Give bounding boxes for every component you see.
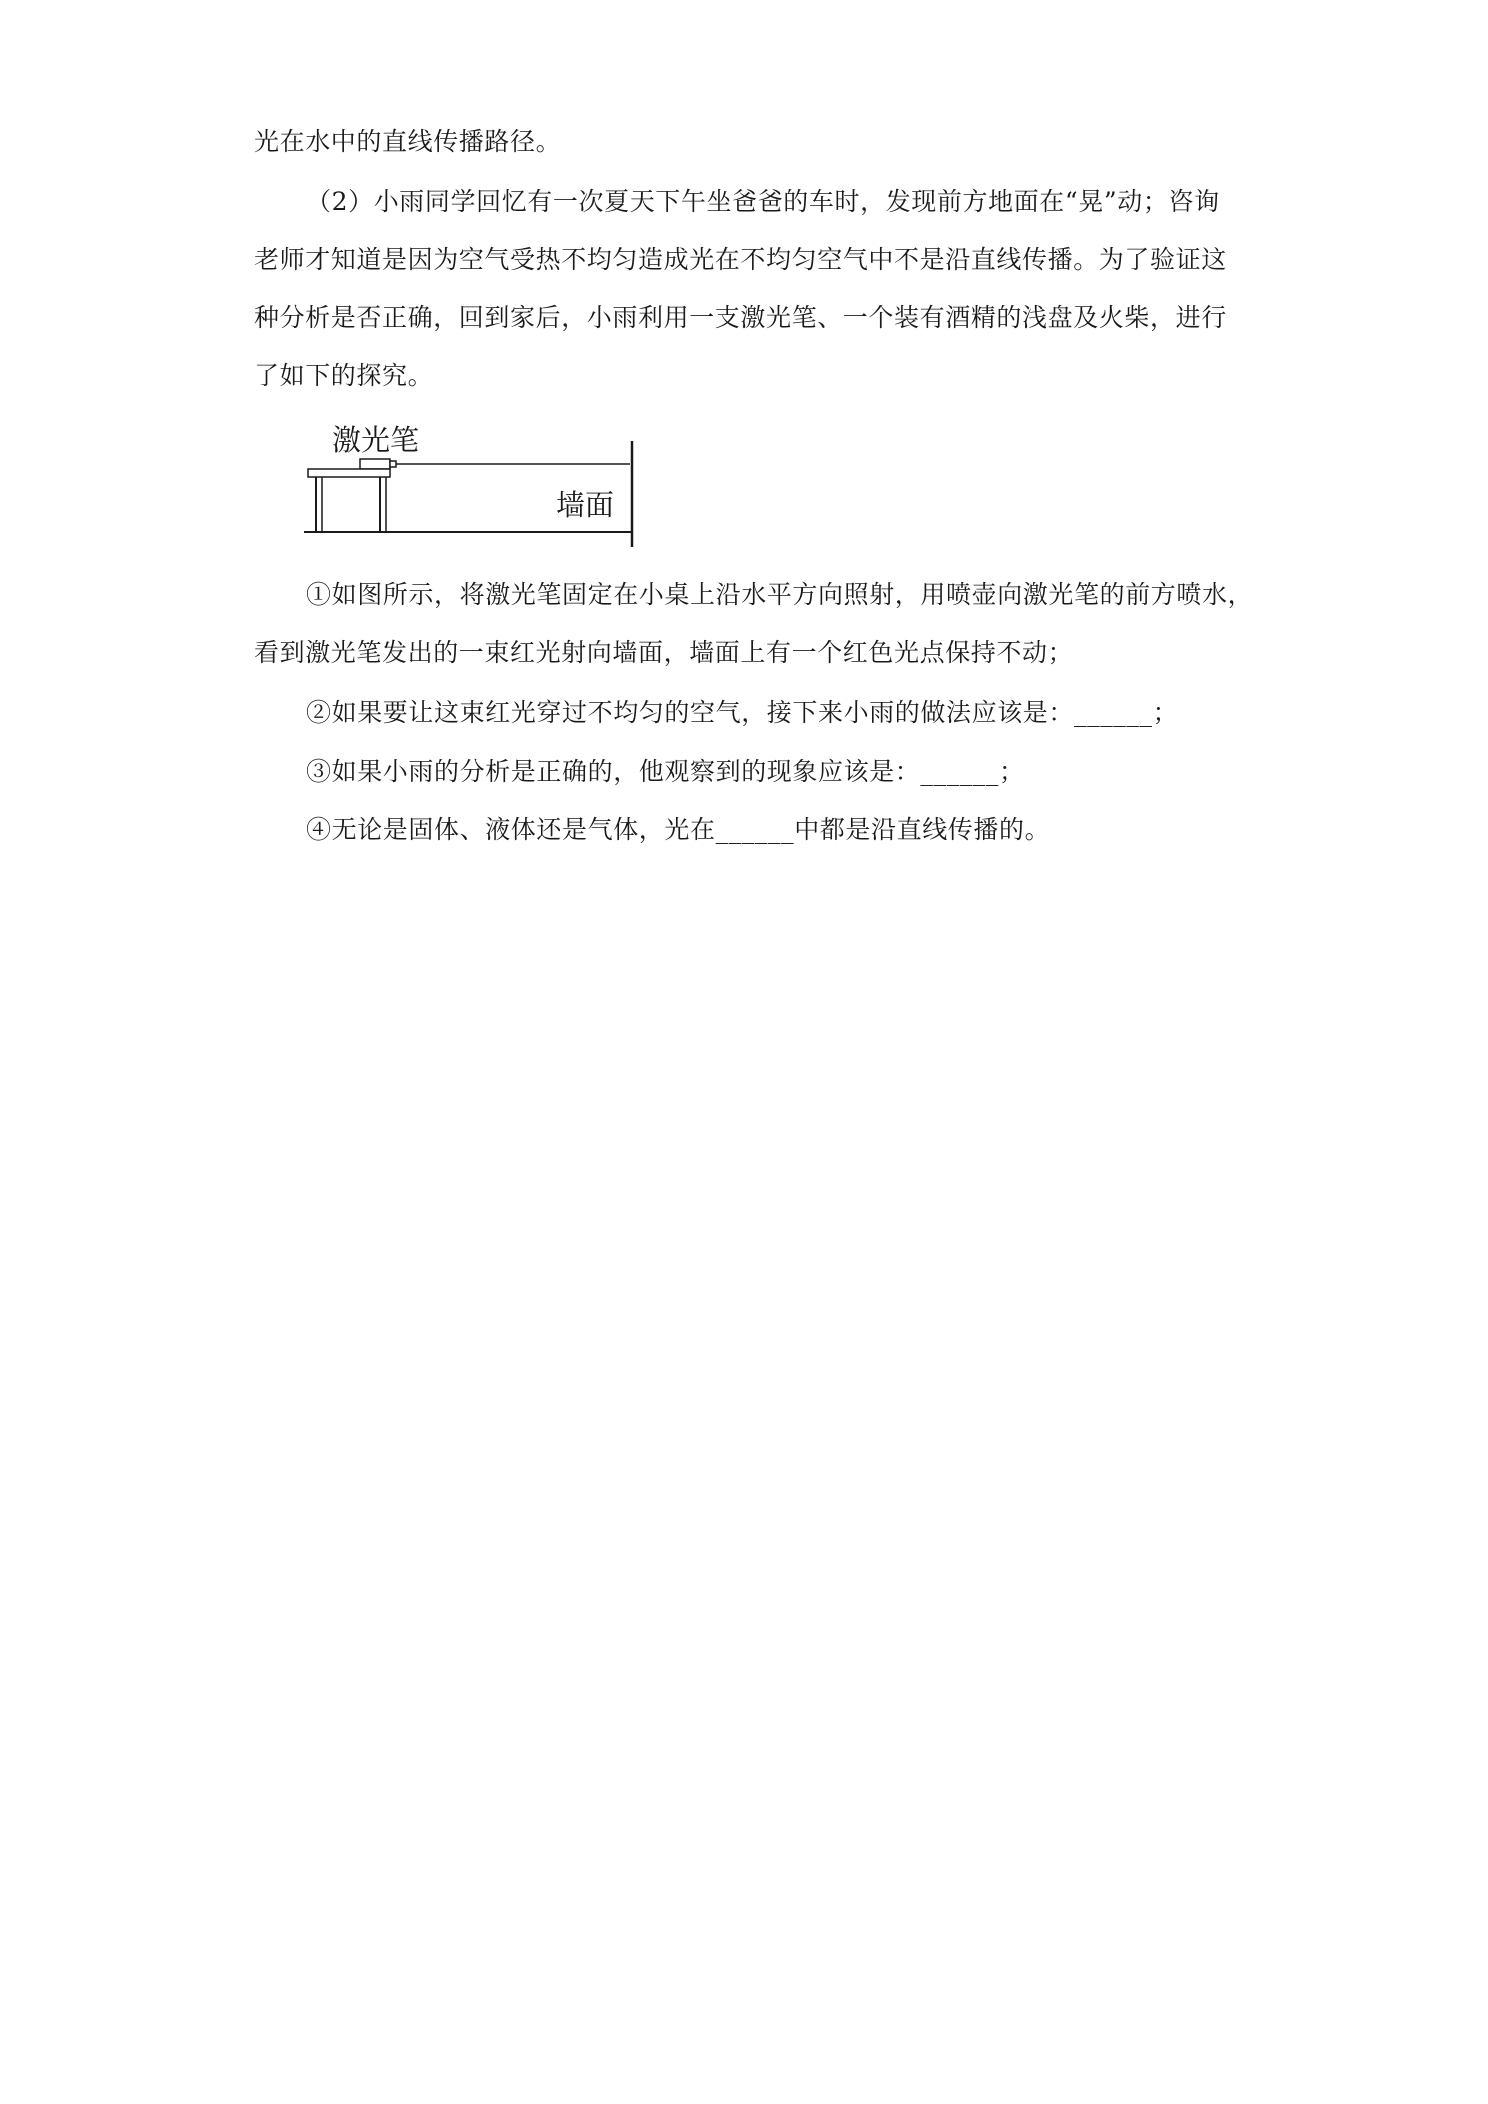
laser-pen-icon <box>360 459 390 469</box>
experiment-figure <box>300 415 645 550</box>
step-3: ③如果小雨的分析是正确的，他观察到的现象应该是：______； <box>306 757 1025 786</box>
laser-pen-label: 激光笔 <box>332 423 420 457</box>
laser-table-wall-diagram <box>300 415 645 550</box>
question-2-line-2: 老师才知道是因为空气受热不均匀造成光在不均匀空气中不是沿直线传播。为了验证这 <box>254 245 1227 274</box>
step-1-line-1: ①如图所示，将激光笔固定在小桌上沿水平方向照射，用喷壶向激光笔的前方喷水， <box>306 580 1254 609</box>
laser-pen-tip-icon <box>390 461 396 467</box>
question-2-line-4: 了如下的探究。 <box>254 361 434 390</box>
question-2-line-3: 种分析是否正确，回到家后，小雨利用一支激光笔、一个装有酒精的浅盘及火柴，进行 <box>254 303 1227 332</box>
step-4: ④无论是固体、液体还是气体，光在______中都是沿直线传播的。 <box>306 815 1051 844</box>
text-line-1: 光在水中的直线传播路径。 <box>254 127 562 156</box>
step-2: ②如果要让这束红光穿过不均匀的空气，接下来小雨的做法应该是：______； <box>306 698 1179 727</box>
question-2-line-1: （2）小雨同学回忆有一次夏天下午坐爸爸的车时，发现前方地面在“晃”动；咨询 <box>306 187 1220 216</box>
step-1-line-2: 看到激光笔发出的一束红光射向墙面，墙面上有一个红色光点保持不动； <box>254 638 1074 667</box>
table-top <box>308 469 390 477</box>
wall-label: 墙面 <box>556 488 615 522</box>
